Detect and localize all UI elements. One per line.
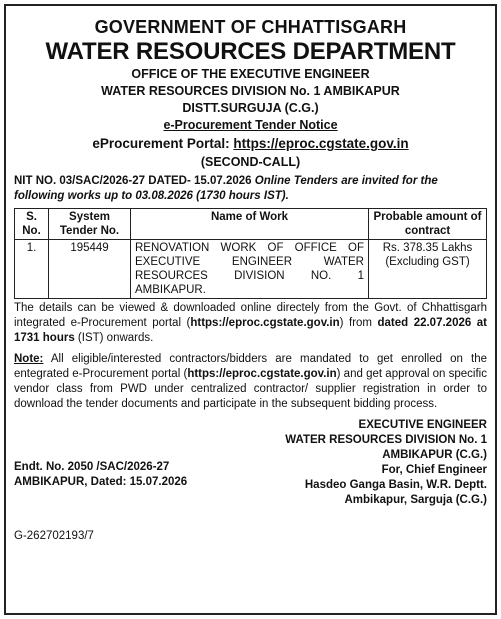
signature-basin: Hasdeo Ganga Basin, W.R. Deptt.: [304, 479, 487, 491]
portal-link[interactable]: https://eproc.cgstate.gov.in: [233, 136, 409, 151]
cell-sno: 1.: [15, 240, 49, 299]
amount-note: (Excluding GST): [385, 256, 470, 268]
endorsement-block: [14, 460, 187, 490]
signature-place: AMBIKAPUR (C.G.): [382, 449, 487, 461]
note-text: ) and get approval on specific vendor class from PWD under centralized contractor/ supplier registration in order to download the tender documents and participate in the subsequent bidding process.: [14, 368, 487, 410]
details-link[interactable]: https://eproc.cgstate.gov.in: [190, 317, 340, 329]
works-table: [14, 208, 487, 299]
notice-code: G-262702193/7: [14, 530, 94, 542]
endorsement-date: AMBIKAPUR, Dated: 15.07.2026: [14, 476, 188, 488]
column-header-amount: Probable amount of contract: [369, 209, 487, 240]
cell-tender-no: 195449: [49, 240, 131, 299]
notice-title: e-Procurement Tender Notice: [163, 118, 338, 132]
note-paragraph: [14, 352, 487, 412]
note-link[interactable]: https://eproc.cgstate.gov.in: [187, 368, 337, 380]
nit-number: NIT NO. 03/SAC/2026-27 DATED- 15.07.2026: [14, 175, 255, 187]
signature-division: WATER RESOURCES DIVISION No. 1: [285, 434, 487, 446]
endorsement-number: Endt. No. 2050 /SAC/2026-27: [14, 461, 170, 473]
details-text: ) from: [339, 317, 378, 329]
cell-work: RENOVATION WORK OF OFFICE OF EXECUTIVE ENGINEER WATER RESOURCES DIVISION NO. 1 AMBIKAPUR.: [131, 240, 369, 299]
signature-title: EXECUTIVE ENGINEER: [358, 419, 487, 431]
nit-invitation: Online Tenders are invited for the following works up to 03.08.2026 (1730 hours IST).: [14, 175, 438, 202]
amount-value: Rs. 378.35 Lakhs: [382, 242, 473, 254]
table-header-row: [15, 209, 487, 240]
portal-line: [14, 134, 487, 154]
note-text: All eligible/interested contractors/bidders are mandated to get enrolled on the entegrated e-Procurement portal (: [14, 353, 487, 380]
note-label: Note:: [14, 353, 44, 365]
signature-location: Ambikapur, Sarguja (C.G.): [344, 494, 487, 506]
table-row: [15, 240, 487, 299]
department-heading: WATER RESOURCES DEPARTMENT: [45, 38, 456, 65]
district-heading: DISTT.SURGUJA (C.G.): [182, 101, 319, 115]
office-heading: OFFICE OF THE EXECUTIVE ENGINEER: [131, 67, 370, 81]
cell-amount: [369, 240, 487, 299]
signature-block: [285, 418, 487, 508]
column-header-work: Name of Work: [131, 209, 369, 240]
nit-statement: [14, 174, 487, 204]
column-header-sno: S. No.: [15, 209, 49, 240]
portal-label: eProcurement Portal:: [92, 136, 234, 151]
column-header-tender-no: System Tender No.: [49, 209, 131, 240]
details-text: (IST) onwards.: [74, 332, 154, 344]
government-heading: GOVERNMENT OF CHHATTISGARH: [94, 17, 407, 37]
signature-for: For, Chief Engineer: [381, 464, 487, 476]
division-heading: WATER RESOURCES DIVISION No. 1 AMBIKAPUR: [101, 84, 400, 98]
details-paragraph: [14, 301, 487, 346]
details-text: The details can be viewed & downloaded online directely from the Govt. of Chhattisgarh integrated e-Procurement portal (: [14, 302, 487, 329]
details-date: dated 22.07.2026 at 1731 hours: [14, 317, 487, 344]
tender-notice: [4, 4, 497, 615]
call-label: (SECOND-CALL): [200, 155, 301, 169]
footer: [14, 418, 487, 546]
